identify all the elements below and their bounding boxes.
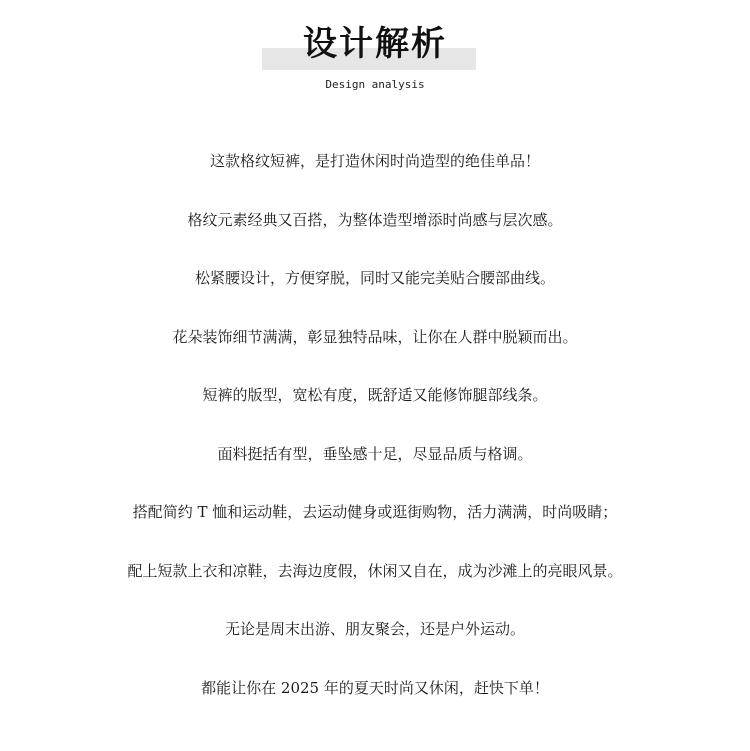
page-subtitle: Design analysis bbox=[325, 78, 425, 91]
description-line: 格纹元素经典又百搭，为整体造型增添时尚感与层次感。 bbox=[187, 210, 563, 229]
description-line: 花朵装饰细节满满，彰显独特品味，让你在人群中脱颖而出。 bbox=[172, 327, 578, 346]
header bbox=[0, 0, 750, 100]
description-line: 无论是周末出游、朋友聚会，还是户外运动。 bbox=[224, 620, 525, 638]
description-line: 松紧腰设计，方便穿脱，同时又能完美贴合腰部曲线。 bbox=[194, 269, 555, 287]
description-line: 面料挺括有型，垂坠感十足，尽显品质与格调。 bbox=[217, 444, 533, 463]
description-line: 都能让你在 2025 年的夏天时尚又休闲，赶快下单！ bbox=[201, 678, 549, 697]
description-line: 搭配简约 T 恤和运动鞋，去运动健身或逛街购物，活力满满，时尚吸睛； bbox=[132, 503, 618, 521]
description-line: 短裤的版型，宽松有度，既舒适又能修饰腿部线条。 bbox=[202, 386, 548, 404]
description-line: 这款格纹短裤，是打造休闲时尚造型的绝佳单品！ bbox=[209, 152, 540, 170]
description-block bbox=[0, 145, 750, 730]
page-title: 设计解析 bbox=[303, 24, 447, 64]
description-line: 配上短款上衣和凉鞋，去海边度假，休闲又自在，成为沙滩上的亮眼风景。 bbox=[127, 561, 623, 580]
